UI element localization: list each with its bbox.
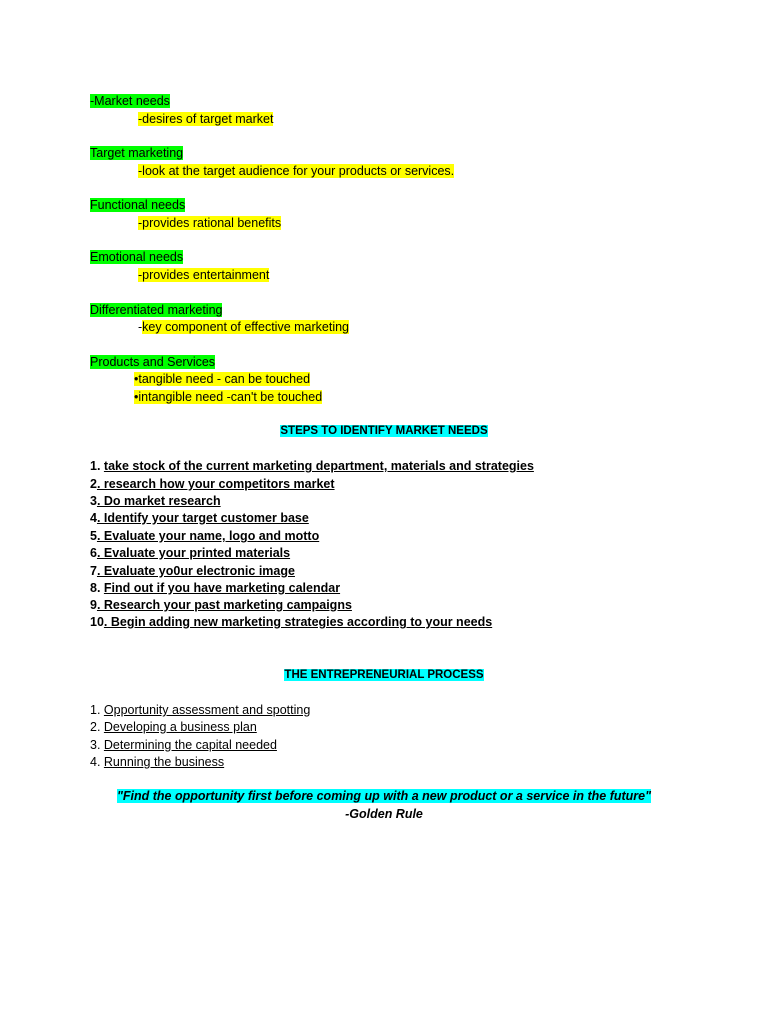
item-number: 5	[90, 529, 97, 543]
term-detail	[138, 319, 349, 336]
term-label: -Market needs	[90, 94, 170, 108]
item-text: Running the business	[103, 755, 225, 769]
term-detail-text: -desires of target market	[138, 112, 274, 126]
item-text: . Evaluate yo0ur electronic image	[96, 564, 295, 578]
list-item	[90, 476, 335, 493]
item-number: 4.	[90, 755, 104, 769]
bullet-item: •intangible need -can't be touched	[134, 390, 323, 404]
term-detail	[138, 215, 281, 232]
item-number: 4	[90, 511, 97, 525]
list-item	[90, 614, 492, 631]
list-item	[90, 528, 319, 545]
term-products-and-services	[90, 354, 215, 371]
item-number: 1.	[90, 703, 104, 717]
term-detail-text: key component of effective marketing	[142, 320, 349, 334]
term-label: Emotional needs	[90, 250, 184, 264]
term-detail	[138, 163, 454, 180]
term-target-marketing	[90, 145, 183, 162]
item-number: 8.	[90, 581, 104, 595]
term-market-needs	[90, 93, 170, 110]
term-functional-needs	[90, 197, 185, 214]
term-detail-prefix: -	[138, 320, 143, 334]
item-text: Opportunity assessment and spotting	[103, 703, 311, 717]
item-text: . Evaluate your printed materials	[96, 546, 291, 560]
item-text: . Do market research	[96, 494, 221, 508]
term-differentiated-marketing	[90, 302, 222, 319]
list-item	[90, 545, 290, 562]
list-item	[90, 597, 352, 614]
steps-heading	[0, 423, 768, 440]
list-item	[90, 737, 277, 754]
term-detail	[138, 267, 269, 284]
list-item	[90, 510, 309, 527]
item-text: Find out if you have marketing calendar	[103, 581, 341, 595]
item-text: . Begin adding new marketing strategies according to your needs	[103, 615, 493, 629]
list-item	[90, 458, 534, 475]
item-text: take stock of the current marketing department, materials and strategies	[103, 459, 534, 473]
term-detail-text: -provides rational benefits	[138, 216, 282, 230]
quote-text: "Find the opportunity first before coming up with a new product or a service in the future"	[116, 789, 652, 803]
list-item	[90, 702, 310, 719]
term-detail-text: -look at the target audience for your products or services.	[138, 164, 455, 178]
item-text: Determining the capital needed	[103, 738, 277, 752]
term-label: Target marketing	[90, 146, 184, 160]
term-detail	[134, 389, 322, 406]
steps-heading-text: STEPS TO IDENTIFY MARKET NEEDS	[280, 425, 488, 437]
item-number: 3	[90, 494, 97, 508]
item-text: . Research your past marketing campaigns	[96, 598, 352, 612]
term-emotional-needs	[90, 249, 183, 266]
item-text: . Identify your target customer base	[96, 511, 309, 525]
list-item	[90, 493, 221, 510]
term-detail	[138, 111, 273, 128]
item-text: Developing a business plan	[103, 720, 257, 734]
item-text: . Evaluate your name, logo and motto	[96, 529, 320, 543]
item-text: . research how your competitors market	[96, 477, 335, 491]
item-number: 9	[90, 598, 97, 612]
list-item	[90, 580, 340, 597]
item-number: 2	[90, 477, 97, 491]
item-number: 2.	[90, 720, 104, 734]
term-label: Products and Services	[90, 355, 216, 369]
term-label: Differentiated marketing	[90, 303, 223, 317]
item-number: 6	[90, 546, 97, 560]
term-label: Functional needs	[90, 198, 186, 212]
quote-attribution-text: -Golden Rule	[345, 807, 423, 821]
item-number: 7	[90, 564, 97, 578]
list-item	[90, 754, 224, 771]
golden-rule-quote	[0, 788, 768, 805]
term-detail	[134, 371, 310, 388]
list-item	[90, 719, 257, 736]
item-number: 10	[90, 615, 104, 629]
item-number: 3.	[90, 738, 104, 752]
list-item	[90, 563, 295, 580]
process-heading-text: THE ENTREPRENEURIAL PROCESS	[284, 669, 484, 681]
bullet-item: •tangible need - can be touched	[134, 372, 311, 386]
process-heading	[0, 667, 768, 684]
item-number: 1.	[90, 459, 104, 473]
quote-attribution	[0, 806, 768, 823]
term-detail-text: -provides entertainment	[138, 268, 270, 282]
